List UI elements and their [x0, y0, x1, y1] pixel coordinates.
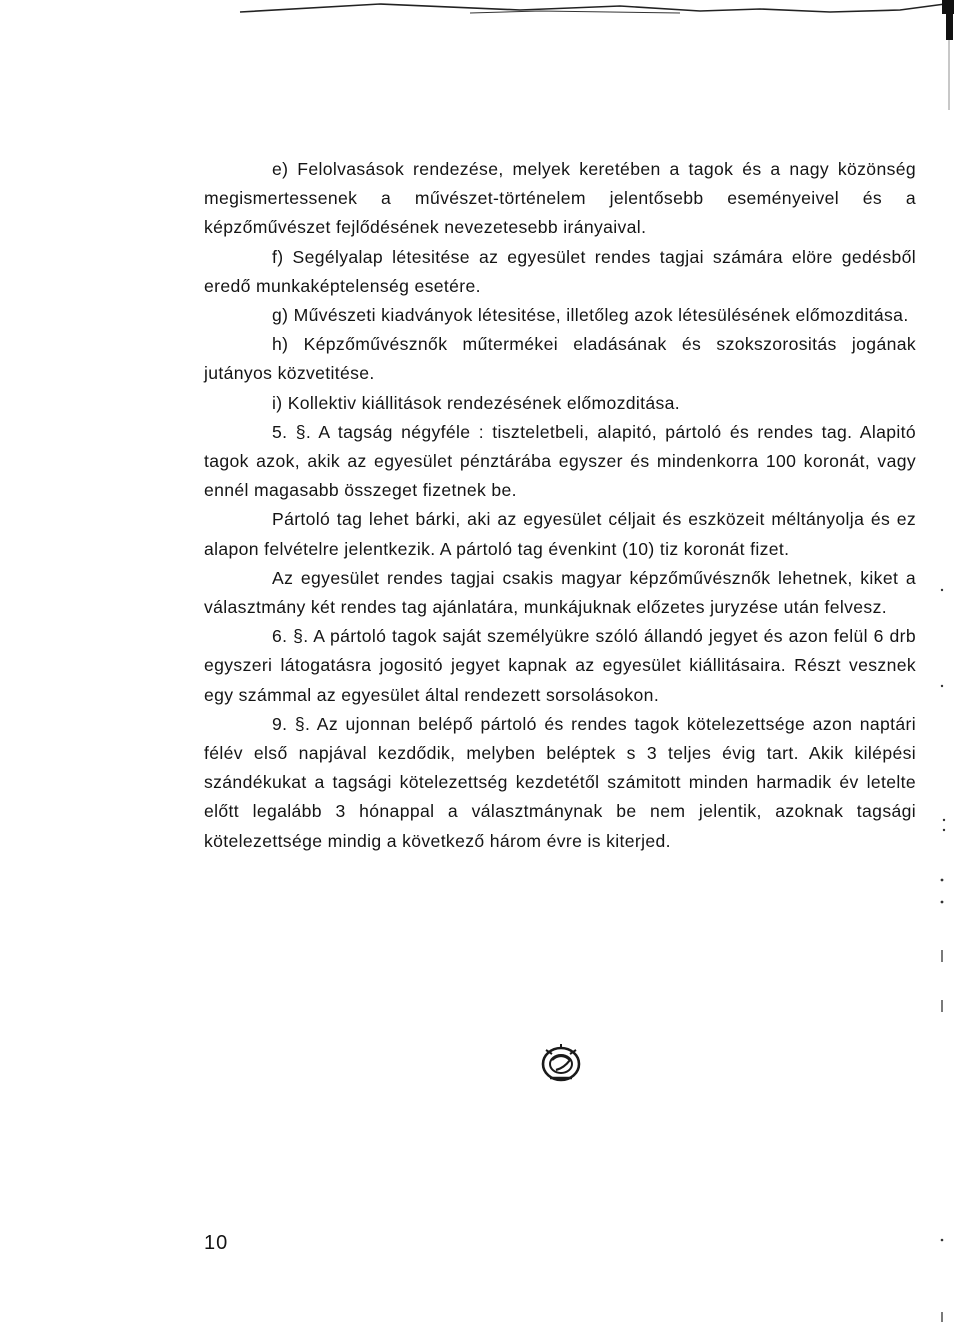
paragraph-section-6: 6. §. A pártoló tagok saját személyükre szóló állandó jegyet és azon felül 6 drb egyszeri látogatásra jogositó jegyet kapnak az egyesület kiállitásaira. Részt vesznek egy számmal az egyesület által rendezett sorsolásokon. [204, 626, 916, 705]
paragraph-g: g) Művészeti kiadványok létesitése, illetőleg azok létesülésének előmozditása. [272, 305, 909, 326]
paragraph-h: h) Képzőművésznők műtermékei eladásának és szokszorositás jogának jutányos közvetitése. [204, 334, 916, 384]
paragraph-i: i) Kollektiv kiállitások rendezésének előmozditása. [272, 392, 681, 413]
paragraph-section-9: 9. §. Az ujonnan belépő pártoló és rendes tagok kötelezettsége azon naptári félév első napjával kezdődik, melyben beléptek s 3 teljes évig tart. Akik kilépési szándékukat a tagsági kötelezettség kezdetétől számitott minden harmadik év letelte előtt legalább 3 hónappal a választmánynak be nem jelentik, azoknak tagsági kötelezettsége mindig a következő három évre is kiterjed. [204, 713, 916, 851]
paragraph-rendes-tagok: Az egyesület rendes tagjai csakis magyar képzőművésznők lehetnek, kiket a választmány két rendes tag ajánlatára, munkájuknak előzetes juryzése után felvesz. [204, 567, 916, 618]
library-seal-icon [538, 1040, 584, 1086]
page-number: 10 [204, 1232, 229, 1254]
document-body [204, 155, 916, 856]
paragraph-f: f) Segélyalap létesitése az egyesület rendes tagjai számára elöre gedésből eredő munkaképtelenség esetére. [204, 246, 916, 296]
scan-right-edge [932, 0, 960, 1341]
paragraph-e: e) Felolvasások rendezése, melyek keretében a tagok és a nagy közönség megismertessenek a művészet-történelem jelentősebb eseményeivel és a képzőművészet fejlődésének nevezetesebb irányaival. [204, 159, 916, 238]
paragraph-section-5: 5. §. A tagság négyféle : tiszteletbeli, alapitó, pártoló és rendes tag. Alapitó tagok azok, akik az egyesület pénztárába egyszer és mindenkorra 100 koronát, vagy ennél magasabb összeget fizetnek be. [204, 421, 916, 501]
paragraph-partolo: Pártoló tag lehet bárki, aki az egyesület céljait és eszközeit méltányolja és ez alapon felvételre jelentkezik. A pártoló tag évenkint (10) tiz koronát fizet. [204, 509, 916, 559]
scan-top-edge [0, 0, 960, 14]
